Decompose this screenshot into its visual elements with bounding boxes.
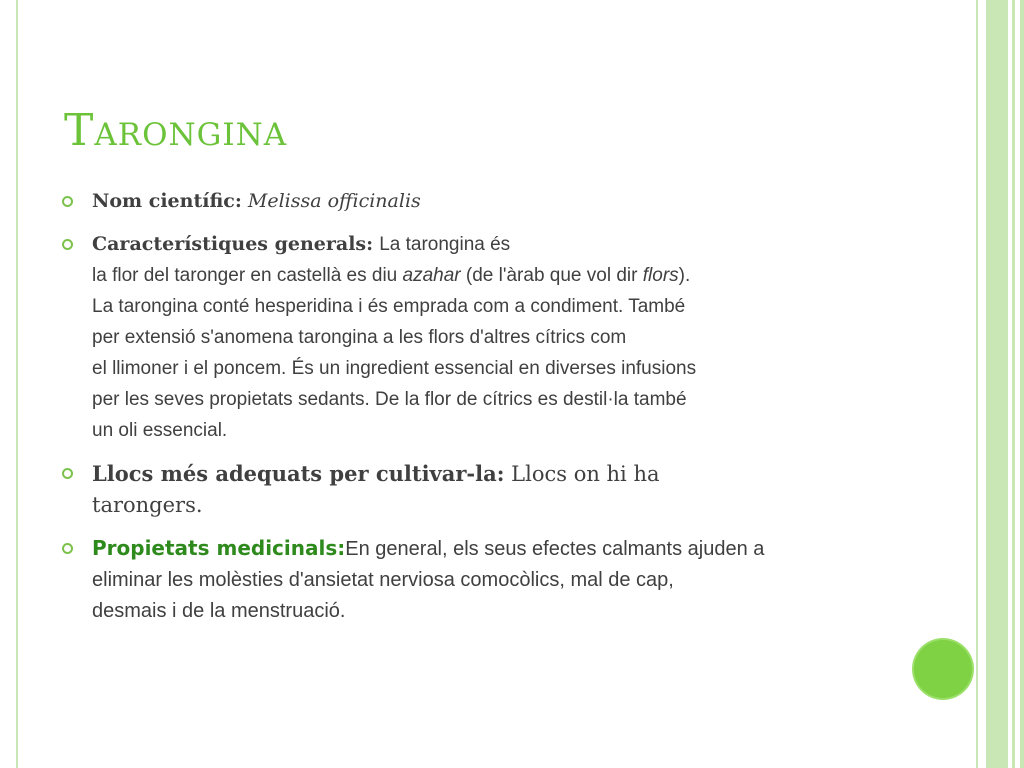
field-value: En general, els seus efectes calmants ajuden a (345, 538, 765, 560)
decorative-circle (914, 640, 972, 698)
right-frame-band (986, 0, 1008, 768)
left-frame-line (16, 0, 18, 768)
field-value: Llocs on hi ha (511, 462, 660, 486)
bullet-list (62, 186, 892, 639)
field-label: Nom científic: (92, 190, 242, 212)
paragraph-line: per extensió s'anomena tarongina a les flors d'altres cítrics com (92, 327, 627, 348)
list-item (62, 458, 892, 521)
field-value: Melissa officinalis (247, 190, 421, 212)
bullet-icon (62, 239, 73, 250)
emphasis-text: flors (642, 265, 679, 286)
paragraph-line: tarongers. (92, 493, 203, 517)
bullet-icon (62, 543, 73, 554)
paragraph-line: un oli essencial. (92, 420, 228, 441)
text-span: la flor del taronger en castellà es diu (92, 265, 403, 286)
text-span: ). (678, 265, 691, 286)
field-label: Llocs més adequats per cultivar-la: (92, 461, 505, 486)
list-item (62, 186, 892, 217)
list-item (62, 533, 892, 627)
bullet-icon (62, 196, 73, 207)
paragraph-line: desmais i de la menstruació. (92, 600, 346, 622)
paragraph-line (92, 260, 892, 291)
list-item (62, 229, 892, 446)
paragraph-line: La tarongina conté hesperidina i és emprada com a condiment. També (92, 296, 686, 317)
right-frame-line (976, 0, 978, 768)
right-frame-line (1020, 0, 1024, 768)
paragraph-line: per les seves propietats sedants. De la flor de cítrics es destil·la també (92, 389, 687, 410)
field-label: Propietats medicinals: (92, 536, 346, 560)
emphasis-text: azahar (402, 265, 461, 286)
field-label: Característiques generals: (92, 233, 374, 255)
text-span: (de l'àrab que vol dir (460, 265, 643, 286)
bullet-icon (62, 468, 73, 479)
field-value: La tarongina és (379, 234, 511, 255)
right-frame-line (1012, 0, 1015, 768)
paragraph-line: el llimoner i el poncem. És un ingredient essencial en diverses infusions (92, 358, 697, 379)
slide-title: Tarongina (64, 105, 288, 156)
paragraph-line: eliminar les molèsties d'ansietat nerviosa comocòlics, mal de cap, (92, 569, 674, 591)
